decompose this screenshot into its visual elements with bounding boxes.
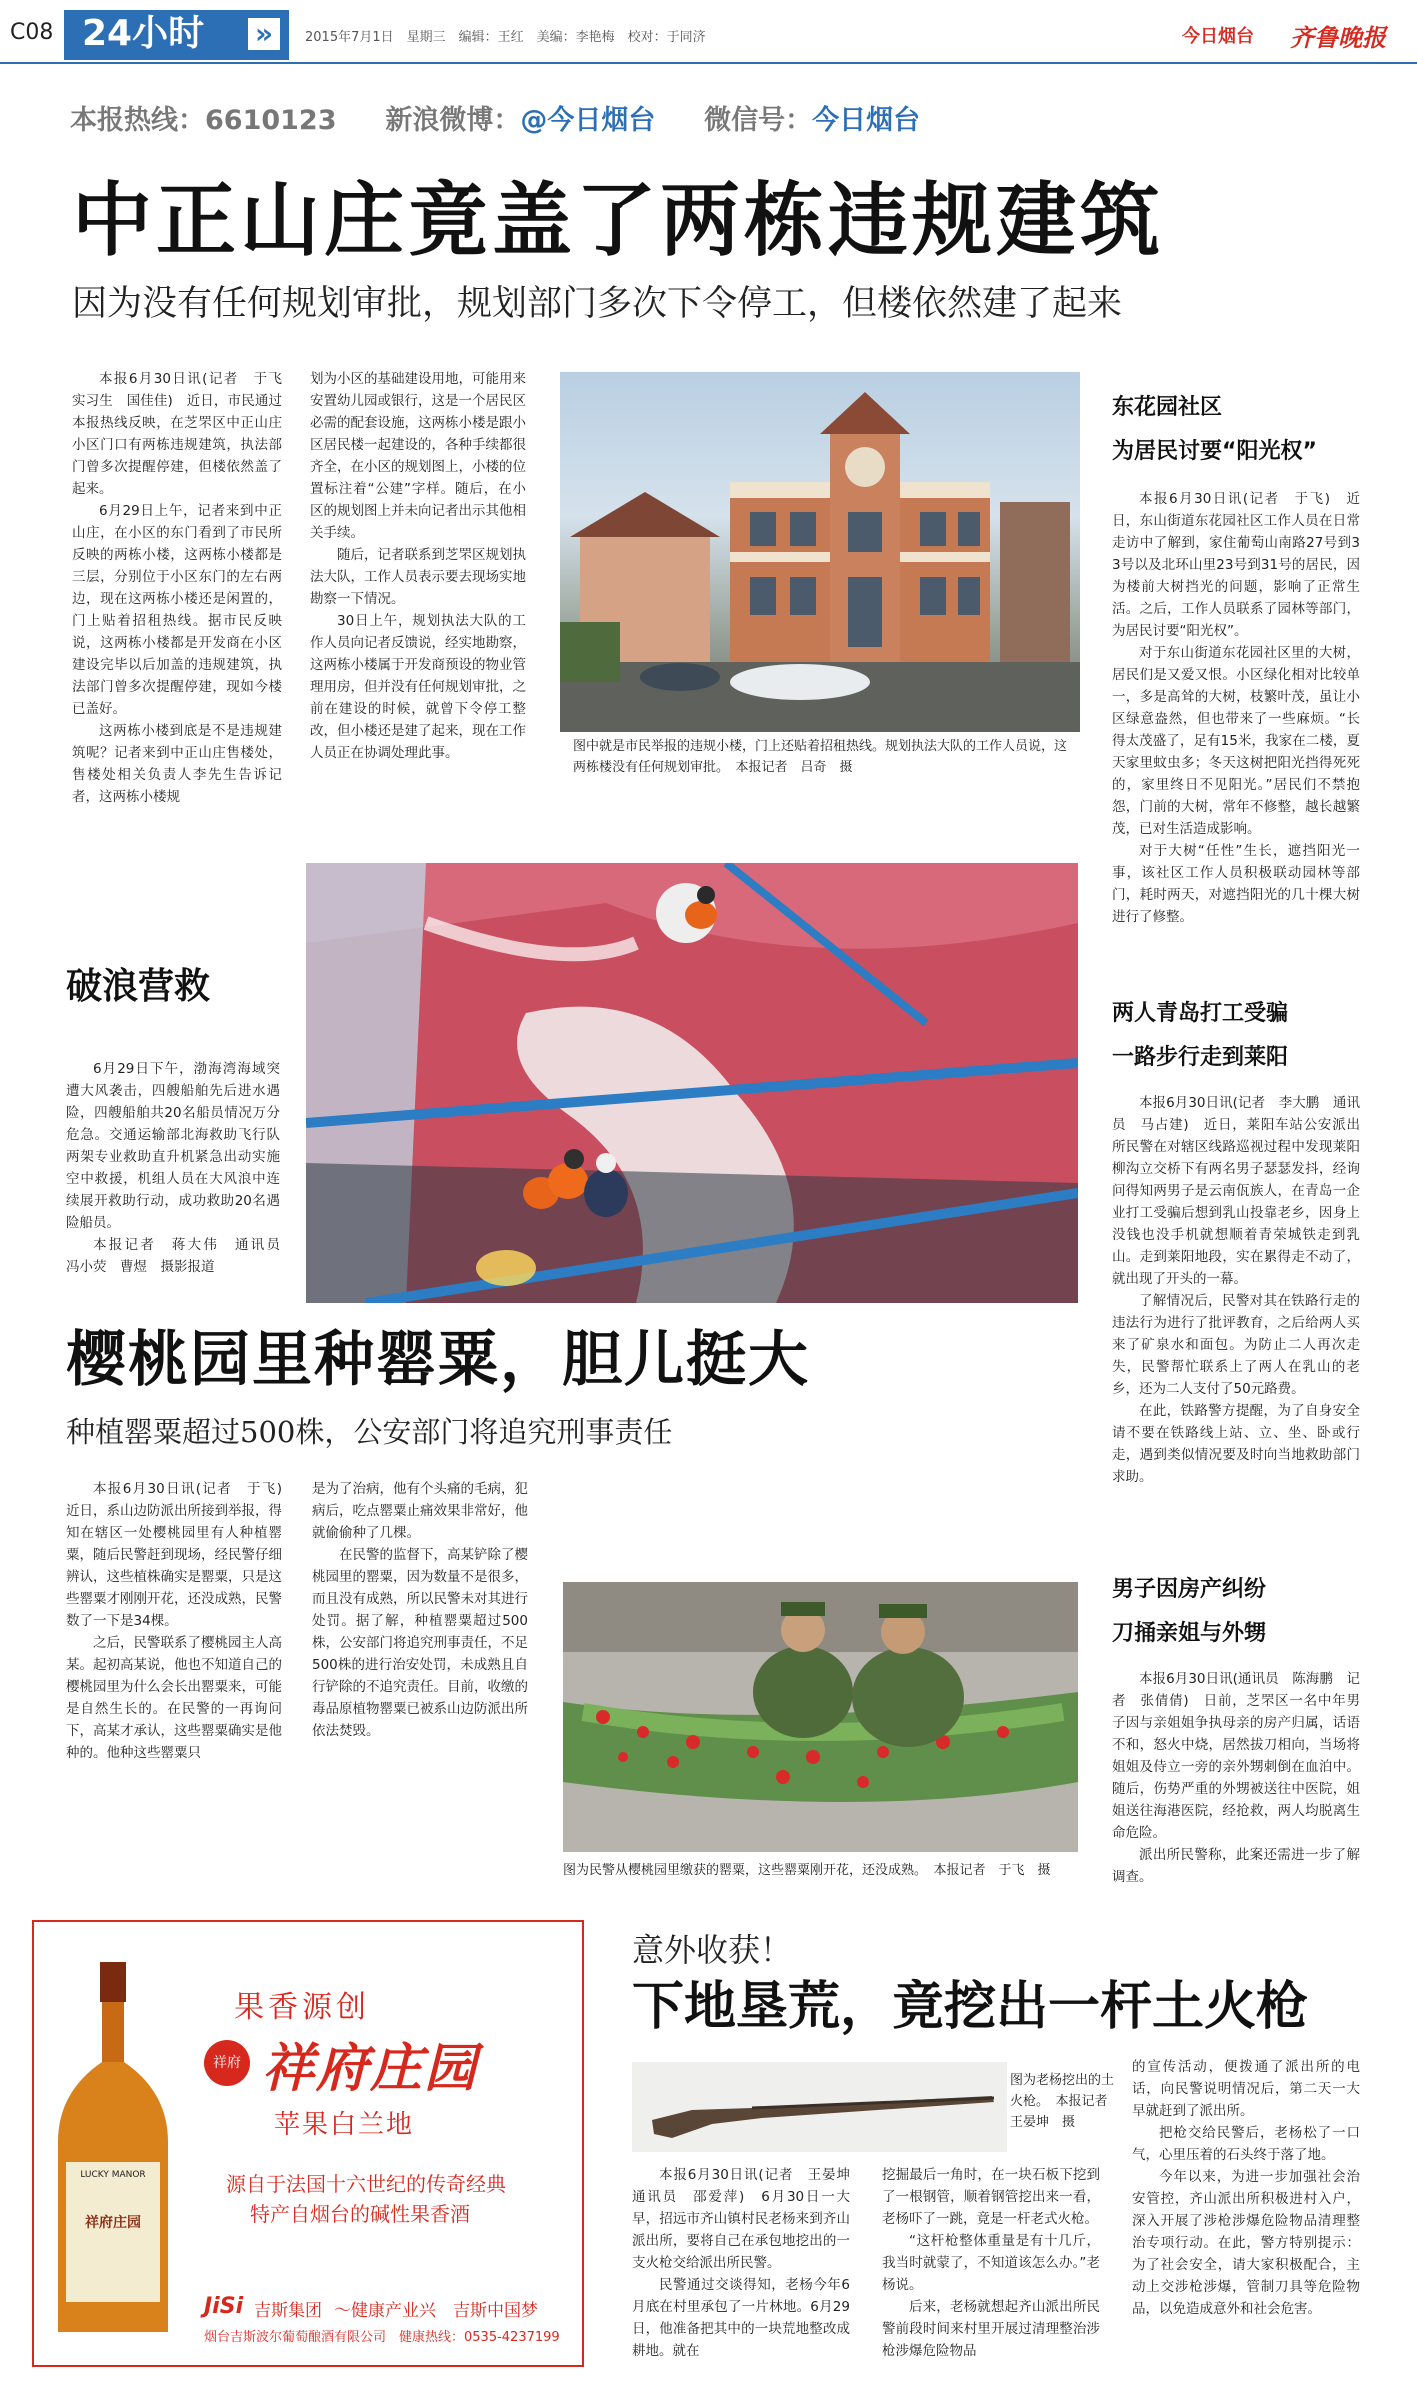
ad-company: 烟台吉斯波尔葡萄酿酒有限公司 健康热线：0535-4237199 (204, 2330, 560, 2345)
paragraph: 本报6月30日讯(记者 于飞) 近日，系山边防派出所接到举报，得知在辖区一处樱桃园里有人种植罂粟，随后民警赶到现场，经民警仔细辨认，这些植株确实是罂粟，只是这些罂粟才刚刚开花，还没成熟，民警数了一下是34棵。 (66, 1481, 296, 1629)
bottle-illustration (48, 1962, 178, 2342)
paragraph: 6月29日上午，记者来到中正山庄，在小区的东门看到了市民所反映的两栋小楼，这两栋小楼都是三层，分别位于小区东门的左右两边，现在这两栋小楼还是闲置的，门上贴着招租热线。据市民反映说，这两栋小楼都是开发商在小区建设完毕以后加盖的违规建筑，执法部门曾多次提醒停建，现如今楼已盖好。 (72, 503, 282, 717)
paragraph: 了解情况后，民警对其在铁路行走的违法行为进行了批评教育，之后给两人买来了矿泉水和面包。为防止二人再次走失，民警帮忙联系上了两人在乳山的老乡，还为二人支付了50元路费。 (1112, 1293, 1360, 1397)
story1-column-1 (72, 368, 296, 808)
paragraph: 挖掘最后一角时，在一块石板下挖到了一根钢管，顺着钢管挖出来一看，老杨吓了一跳，竟是一杆老式火枪。 (882, 2167, 1100, 2227)
story2-column-2 (312, 1478, 528, 1742)
story3-column-2 (882, 2164, 1100, 2362)
poppy-photo (563, 1582, 1078, 1852)
ad-slogan: ～健康产业兴 吉斯中国梦 (334, 2301, 538, 2321)
ad-logo-text: 祥府庄园 (262, 2038, 479, 2099)
gun-photo (632, 2062, 1007, 2152)
paragraph: 本报6月30日讯(记者 于飞 实习生 国佳佳) 近日，市民通过本报热线反映，在芝罘区中正山庄小区门口有两栋违规建筑，执法部门曾多次提醒停建，但楼依然盖了起来。 (72, 371, 296, 497)
bottle-label-en: LUCKY MANOR (80, 2170, 146, 2180)
rescue-title: 破浪营救 (66, 966, 211, 1007)
page-number: C08 (10, 20, 54, 45)
gun-photo-caption: 图为老杨挖出的土火枪。 本报记者 王晏坤 摄 (1010, 2073, 1121, 2130)
paragraph: 之后，民警联系了樱桃园主人高某。起初高某说，他也不知道自己的樱桃园里为什么会长出罂粟来，可能是自然生长的。在民警的一再询问下，高某才承认，这些罂粟确实是他种的。他种这些罂粟只 (66, 1635, 282, 1761)
page-header (0, 0, 1417, 92)
ad-group-name: 吉斯集团 (254, 2301, 322, 2321)
rescue-body (66, 1058, 294, 1278)
story3-column-3 (1132, 2056, 1360, 2320)
rescue-photo (306, 863, 1078, 1303)
paragraph: 6月29日下午，渤海湾海域突遭大风袭击，四艘船舶先后进水遇险，四艘船舶共20名船员情况万分危急。交通运输部北海救助飞行队两架专业救助直升机紧急出动实施空中救援，机组人员在大风浪中连续展开救助行动，成功救助20名遇险船员。 (66, 1061, 280, 1231)
header-rule (0, 62, 1417, 64)
subheadline-main: 因为没有任何规划审批，规划部门多次下令停工，但楼依然建了起来 (72, 284, 1123, 324)
paragraph: 对于大树“任性”生长，遮挡阳光一事，该社区工作人员积极联动园林等部门，耗时两天，对遮挡阳光的几十棵大树进行了修整。 (1112, 843, 1360, 925)
side2-body (1112, 1092, 1360, 1488)
poppy-illustration (563, 1582, 1078, 1852)
paragraph: 本报6月30日讯(记者 李大鹏 通讯员 马占建) 近日，莱阳车站公安派出所民警在对辖区线路巡视过程中发现莱阳柳沟立交桥下有两名男子瑟瑟发抖，经询问得知两男子是云南佤族人，在青岛一企业打工受骗后想到乳山投靠老乡，因身上没钱也没手机就想顺着青荣城铁走到乳山。走到莱阳地段，实在累得走不动了，就出现了开头的一幕。 (1112, 1095, 1360, 1287)
section-title: 24小时 (82, 13, 205, 54)
paragraph: 派出所民警称，此案还需进一步了解调查。 (1112, 1847, 1360, 1885)
bottle-label-cn: 祥府庄园 (85, 2215, 141, 2231)
ad-seal: 祥府 (204, 2040, 250, 2086)
side3-body (1112, 1668, 1360, 1888)
paragraph: 对于东山街道东花园社区里的大树，居民们是又爱又恨。小区绿化相对比较单一，多是高耸的大树，枝繁叶茂，虽让小区绿意盎然，但也带来了一些麻烦。“长得太茂盛了，足有15米，我家在二楼，夏天家里蚊虫多；冬天这树把阳光挡得死死的，家里终日不见阳光。”居民们不禁抱怨，门前的大树，常年不修整，越长越繁茂，已对生活造成影响。 (1112, 645, 1360, 837)
headline-gun: 下地垦荒，竟挖出一杆土火枪 (632, 1976, 1309, 2037)
poppy-photo-caption: 图为民警从樱桃园里缴获的罂粟，这些罂粟刚开花，还没成熟。 本报记者 于飞 摄 (563, 1863, 1051, 1878)
paragraph: 本报6月30日讯(记者 于飞) 近日，东山街道东花园社区工作人员在日常走访中了解到，家住葡萄山南路27号到33号以及北环山里23号到31号的居民，因为楼前大树挡光的问题，影响了正常生活。之后，工作人员联系了园林等部门，为居民讨要“阳光权”。 (1112, 491, 1360, 639)
paragraph: 本报6月30日讯(通讯员 陈海鹏 记者 张倩倩) 日前，芝罘区一名中年男子因与亲姐姐争执母亲的房产归属，话语不和，怒火中烧，居然拔刀相向，当场将姐姐及侍立一旁的亲外甥刺倒在血泊中。随后，伤势严重的外甥被送往中医院，姐姐送往海港医院，经抢救，两人均脱离生命危险。 (1112, 1671, 1360, 1841)
paragraph: 30日上午，规划执法大队的工作人员向记者反馈说，经实地勘察，这两栋小楼属于开发商预设的物业管理用房，但并没有任何规划审批，之前在建设的时候，就曾下令停工整改，但小楼还是建了起来，现在工作人员正在协调处理此事。 (310, 613, 526, 761)
side1-title-2: 为居民讨要“阳光权” (1112, 439, 1317, 464)
paragraph: 是为了治病，他有个头痛的毛病，犯病后，吃点罂粟止痛效果非常好，他就偷偷种了几棵。 (312, 1481, 528, 1541)
paragraph: “这杆枪整体重量是有十几斤，我当时就蒙了，不知道该怎么办。”老杨说。 (882, 2233, 1100, 2293)
building-photo-caption: 图中就是市民举报的违规小楼，门上还贴着招租热线。规划执法大队的工作人员说，这两栋楼没有任何规划审批。 本报记者 吕奇 摄 (573, 739, 1068, 775)
side2-title-2: 一路步行走到莱阳 (1112, 1045, 1289, 1070)
paragraph: 本报6月30日讯(记者 王晏坤 通讯员 邵爱萍) 6月30日一大早，招远市齐山镇村民老杨来到齐山派出所，要将自己在承包地挖出的一支火枪交给派出所民警。 (632, 2167, 864, 2271)
story3-column-1 (632, 2164, 864, 2362)
weibo-label: 新浪微博： (385, 105, 521, 136)
header-meta: 2015年7月1日 星期三 编辑：王红 美编：李艳梅 校对：于同济 (305, 30, 706, 45)
wechat-handle: 今日烟台 (812, 105, 921, 136)
paragraph: 的宣传活动，便拨通了派出所的电话，向民警说明情况后，第二天一大早就赶到了派出所。 (1132, 2059, 1360, 2119)
ad-top-line: 果香源创 (234, 1990, 370, 2025)
paragraph: 在民警的监督下，高某铲除了樱桃园里的罂粟，因为数量不是很多，而且没有成熟，所以民警未对其进行处罚。据了解，种植罂粟超过500株，公安部门将追究刑事责任，不足500株的进行治安处罚，未成熟且自行铲除的不追究责任。目前，收缴的毒品原植物罂粟已被系山边防派出所依法焚毁。 (312, 1547, 528, 1739)
paper-logo: 齐鲁晚报 (1290, 23, 1386, 52)
side1-title-1: 东花园社区 (1112, 395, 1223, 420)
side2-title-1: 两人青岛打工受骗 (1112, 1001, 1289, 1026)
paragraph: 后来，老杨就想起齐山派出所民警前段时间来村里开展过清理整治涉枪涉爆危险物品 (882, 2299, 1100, 2359)
paragraph: 划为小区的基础建设用地，可能用来安置幼儿园或银行，这是一个居民区必需的配套设施，这两栋小楼是跟小区居民楼一起建设的，各种手续都很齐全，在小区的规划图上，小楼的位置标注着“公建”字样。随后，在小区的规划图上并未向记者出示其他相关手续。 (310, 371, 526, 541)
building-photo (560, 372, 1080, 732)
gun-illustration (632, 2062, 1007, 2152)
paragraph: 随后，记者联系到芝罘区规划执法大队，工作人员表示要去现场实地勘察一下情况。 (310, 547, 526, 607)
paragraph: 民警通过交谈得知，老杨今年6月底在村里承包了一片林地。6月29日，他准备把其中的一块荒地整改成耕地。就在 (632, 2277, 850, 2359)
ad-line-1: 源自于法国十六世纪的传奇经典 (226, 2172, 506, 2196)
subheadline-poppy: 种植罂粟超过500株，公安部门将追究刑事责任 (66, 1415, 673, 1449)
contact-bar (70, 98, 1370, 138)
wechat-label: 微信号： (704, 105, 813, 136)
building-illustration (560, 372, 1080, 732)
paragraph: 在此，铁路警方提醒，为了自身安全请不要在铁路线上站、立、坐、卧或行走，遇到类似情况要及时向当地救助部门求助。 (1112, 1403, 1360, 1485)
chevron-icon: » (248, 18, 280, 50)
headline-main: 中正山庄竟盖了两栋违规建筑 (72, 173, 1164, 267)
paragraph: 把枪交给民警后，老杨松了一口气，心里压着的石头终于落了地。 (1132, 2125, 1360, 2163)
headline-poppy: 樱桃园里种罂粟，胆儿挺大 (66, 1325, 810, 1395)
side3-title-2: 刀捅亲姐与外甥 (1112, 1621, 1267, 1646)
hotline: 本报热线：6610123 (70, 105, 337, 136)
side3-title-1: 男子因房产纠纷 (1112, 1577, 1267, 1602)
story1-column-2 (310, 368, 526, 764)
ad-line-2: 特产自烟台的碱性果香酒 (250, 2202, 470, 2226)
paragraph: 今年以来，为进一步加强社会治安管控，齐山派出所积极进村入户，深入开展了涉枪涉爆危险物品清理整治专项行动。在此，警方特别提示：为了社会安全，请大家积极配合，主动上交涉枪涉爆，管制刀具等危险物品，以免造成意外和社会危害。 (1132, 2169, 1360, 2317)
kicker-gun: 意外收获！ (632, 1931, 793, 1969)
ad-product: 苹果白兰地 (274, 2110, 415, 2140)
weibo-handle: @今日烟台 (520, 105, 656, 136)
header-brand: 今日烟台 (1182, 26, 1254, 47)
story2-column-1 (66, 1478, 296, 1764)
photo-credit: 本报记者 蒋大伟 通讯员 冯小荧 曹煜 摄影报道 (66, 1237, 294, 1275)
brandy-ad (32, 1920, 584, 2367)
ad-group-logo: JiSi (204, 2294, 244, 2319)
paragraph: 这两栋小楼到底是不是违规建筑呢？记者来到中正山庄售楼处，售楼处相关负责人李先生告诉记者，这两栋小楼规 (72, 723, 282, 805)
side1-body (1112, 488, 1360, 928)
rescue-illustration (306, 863, 1078, 1303)
